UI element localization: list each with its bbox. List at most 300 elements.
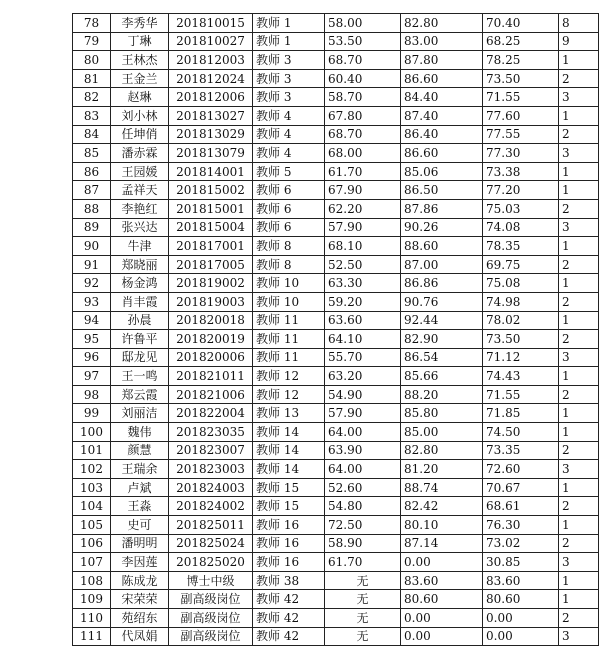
rank-cell: 2 <box>559 330 599 349</box>
post-name-cell: 教师 11 <box>253 311 325 330</box>
post-name-cell: 教师 4 <box>253 144 325 163</box>
candidate-name-cell: 刘丽洁 <box>111 404 169 423</box>
row-number-cell: 110 <box>73 609 111 628</box>
candidate-id-cell: 201810015 <box>169 14 253 33</box>
table-row <box>73 69 599 88</box>
total-score-cell: 73.02 <box>483 534 559 553</box>
candidate-name-cell: 孟祥天 <box>111 181 169 200</box>
post-name-cell: 教师 8 <box>253 255 325 274</box>
table-row <box>73 88 599 107</box>
candidate-id-cell: 副高级岗位 <box>169 609 253 628</box>
table-row <box>73 609 599 628</box>
rank-cell: 1 <box>559 274 599 293</box>
post-name-cell: 教师 5 <box>253 162 325 181</box>
table-row <box>73 106 599 125</box>
candidate-name-cell: 牛津 <box>111 237 169 256</box>
candidate-name-cell: 卢斌 <box>111 478 169 497</box>
row-number-cell: 106 <box>73 534 111 553</box>
table-row <box>73 553 599 572</box>
candidate-name-cell: 颜慧 <box>111 441 169 460</box>
written-score-cell: 63.90 <box>325 441 401 460</box>
rank-cell: 2 <box>559 125 599 144</box>
table-row <box>73 199 599 218</box>
total-score-cell: 71.55 <box>483 88 559 107</box>
interview-score-cell: 81.20 <box>401 460 483 479</box>
written-score-cell: 67.80 <box>325 106 401 125</box>
row-number-cell: 105 <box>73 516 111 535</box>
interview-score-cell: 86.86 <box>401 274 483 293</box>
total-score-cell: 76.30 <box>483 516 559 535</box>
row-number-cell: 99 <box>73 404 111 423</box>
candidate-name-cell: 刘小林 <box>111 106 169 125</box>
row-number-cell: 80 <box>73 51 111 70</box>
score-table <box>72 13 599 646</box>
total-score-cell: 71.12 <box>483 348 559 367</box>
written-score-cell: 63.20 <box>325 367 401 386</box>
table-row <box>73 255 599 274</box>
candidate-name-cell: 郑云霞 <box>111 385 169 404</box>
interview-score-cell: 86.54 <box>401 348 483 367</box>
candidate-name-cell: 史可 <box>111 516 169 535</box>
candidate-id-cell: 201822004 <box>169 404 253 423</box>
interview-score-cell: 85.06 <box>401 162 483 181</box>
post-name-cell: 教师 10 <box>253 292 325 311</box>
candidate-id-cell: 201813027 <box>169 106 253 125</box>
interview-score-cell: 92.44 <box>401 311 483 330</box>
post-name-cell: 教师 8 <box>253 237 325 256</box>
post-name-cell: 教师 4 <box>253 125 325 144</box>
candidate-id-cell: 副高级岗位 <box>169 590 253 609</box>
written-score-cell: 68.70 <box>325 125 401 144</box>
table-row <box>73 162 599 181</box>
candidate-id-cell: 201812024 <box>169 69 253 88</box>
interview-score-cell: 87.40 <box>401 106 483 125</box>
candidate-name-cell: 苑绍东 <box>111 609 169 628</box>
written-score-cell: 54.90 <box>325 385 401 404</box>
written-score-cell: 无 <box>325 590 401 609</box>
candidate-name-cell: 王金兰 <box>111 69 169 88</box>
rank-cell: 1 <box>559 571 599 590</box>
candidate-name-cell: 王瑞余 <box>111 460 169 479</box>
post-name-cell: 教师 15 <box>253 497 325 516</box>
post-name-cell: 教师 12 <box>253 367 325 386</box>
total-score-cell: 75.08 <box>483 274 559 293</box>
candidate-id-cell: 201820018 <box>169 311 253 330</box>
candidate-id-cell: 201819002 <box>169 274 253 293</box>
post-name-cell: 教师 42 <box>253 590 325 609</box>
total-score-cell: 70.40 <box>483 14 559 33</box>
interview-score-cell: 83.00 <box>401 32 483 51</box>
rank-cell: 2 <box>559 609 599 628</box>
table-row <box>73 51 599 70</box>
candidate-id-cell: 201825011 <box>169 516 253 535</box>
candidate-name-cell: 代凤娟 <box>111 627 169 646</box>
rank-cell: 2 <box>559 497 599 516</box>
written-score-cell: 58.00 <box>325 14 401 33</box>
candidate-name-cell: 陈成龙 <box>111 571 169 590</box>
written-score-cell: 53.50 <box>325 32 401 51</box>
written-score-cell: 67.90 <box>325 181 401 200</box>
total-score-cell: 78.02 <box>483 311 559 330</box>
candidate-id-cell: 201824002 <box>169 497 253 516</box>
written-score-cell: 52.50 <box>325 255 401 274</box>
candidate-name-cell: 任坤俏 <box>111 125 169 144</box>
interview-score-cell: 0.00 <box>401 627 483 646</box>
rank-cell: 3 <box>559 460 599 479</box>
interview-score-cell: 87.14 <box>401 534 483 553</box>
total-score-cell: 77.20 <box>483 181 559 200</box>
total-score-cell: 78.25 <box>483 51 559 70</box>
candidate-name-cell: 王林杰 <box>111 51 169 70</box>
candidate-name-cell: 张兴达 <box>111 218 169 237</box>
rank-cell: 2 <box>559 255 599 274</box>
rank-cell: 1 <box>559 516 599 535</box>
post-name-cell: 教师 3 <box>253 88 325 107</box>
post-name-cell: 教师 14 <box>253 441 325 460</box>
interview-score-cell: 88.74 <box>401 478 483 497</box>
interview-score-cell: 88.20 <box>401 385 483 404</box>
written-score-cell: 68.70 <box>325 51 401 70</box>
row-number-cell: 108 <box>73 571 111 590</box>
total-score-cell: 73.50 <box>483 69 559 88</box>
written-score-cell: 54.80 <box>325 497 401 516</box>
candidate-id-cell: 201815004 <box>169 218 253 237</box>
written-score-cell: 64.00 <box>325 460 401 479</box>
total-score-cell: 73.50 <box>483 330 559 349</box>
candidate-name-cell: 李秀华 <box>111 14 169 33</box>
candidate-name-cell: 魏伟 <box>111 423 169 442</box>
row-number-cell: 88 <box>73 199 111 218</box>
row-number-cell: 86 <box>73 162 111 181</box>
post-name-cell: 教师 42 <box>253 627 325 646</box>
interview-score-cell: 0.00 <box>401 609 483 628</box>
post-name-cell: 教师 13 <box>253 404 325 423</box>
table-body <box>73 14 599 646</box>
total-score-cell: 70.67 <box>483 478 559 497</box>
interview-score-cell: 0.00 <box>401 553 483 572</box>
post-name-cell: 教师 16 <box>253 534 325 553</box>
row-number-cell: 89 <box>73 218 111 237</box>
candidate-name-cell: 李艳红 <box>111 199 169 218</box>
row-number-cell: 83 <box>73 106 111 125</box>
written-score-cell: 64.00 <box>325 423 401 442</box>
table-row <box>73 478 599 497</box>
row-number-cell: 92 <box>73 274 111 293</box>
total-score-cell: 74.98 <box>483 292 559 311</box>
rank-cell: 2 <box>559 199 599 218</box>
interview-score-cell: 87.86 <box>401 199 483 218</box>
post-name-cell: 教师 4 <box>253 106 325 125</box>
total-score-cell: 77.30 <box>483 144 559 163</box>
row-number-cell: 101 <box>73 441 111 460</box>
candidate-id-cell: 201813079 <box>169 144 253 163</box>
post-name-cell: 教师 16 <box>253 516 325 535</box>
table-row <box>73 404 599 423</box>
total-score-cell: 69.75 <box>483 255 559 274</box>
rank-cell: 3 <box>559 553 599 572</box>
written-score-cell: 59.20 <box>325 292 401 311</box>
table-row <box>73 385 599 404</box>
written-score-cell: 无 <box>325 627 401 646</box>
candidate-name-cell: 潘赤霖 <box>111 144 169 163</box>
row-number-cell: 93 <box>73 292 111 311</box>
table-row <box>73 237 599 256</box>
written-score-cell: 60.40 <box>325 69 401 88</box>
candidate-id-cell: 201817005 <box>169 255 253 274</box>
table-row <box>73 144 599 163</box>
interview-score-cell: 83.60 <box>401 571 483 590</box>
table-row <box>73 330 599 349</box>
written-score-cell: 57.90 <box>325 404 401 423</box>
row-number-cell: 90 <box>73 237 111 256</box>
total-score-cell: 0.00 <box>483 609 559 628</box>
total-score-cell: 71.85 <box>483 404 559 423</box>
table-row <box>73 534 599 553</box>
interview-score-cell: 90.26 <box>401 218 483 237</box>
total-score-cell: 68.61 <box>483 497 559 516</box>
row-number-cell: 91 <box>73 255 111 274</box>
total-score-cell: 77.55 <box>483 125 559 144</box>
written-score-cell: 62.20 <box>325 199 401 218</box>
rank-cell: 1 <box>559 311 599 330</box>
total-score-cell: 71.55 <box>483 385 559 404</box>
row-number-cell: 102 <box>73 460 111 479</box>
written-score-cell: 64.10 <box>325 330 401 349</box>
total-score-cell: 72.60 <box>483 460 559 479</box>
row-number-cell: 98 <box>73 385 111 404</box>
post-name-cell: 教师 42 <box>253 609 325 628</box>
candidate-id-cell: 201813029 <box>169 125 253 144</box>
post-name-cell: 教师 15 <box>253 478 325 497</box>
table-row <box>73 571 599 590</box>
table-row <box>73 460 599 479</box>
total-score-cell: 74.43 <box>483 367 559 386</box>
candidate-name-cell: 丁琳 <box>111 32 169 51</box>
rank-cell: 1 <box>559 404 599 423</box>
written-score-cell: 57.90 <box>325 218 401 237</box>
candidate-name-cell: 肖丰霞 <box>111 292 169 311</box>
rank-cell: 3 <box>559 144 599 163</box>
total-score-cell: 30.85 <box>483 553 559 572</box>
row-number-cell: 79 <box>73 32 111 51</box>
table-row <box>73 423 599 442</box>
candidate-id-cell: 201824003 <box>169 478 253 497</box>
rank-cell: 1 <box>559 162 599 181</box>
total-score-cell: 73.35 <box>483 441 559 460</box>
post-name-cell: 教师 10 <box>253 274 325 293</box>
rank-cell: 3 <box>559 218 599 237</box>
post-name-cell: 教师 14 <box>253 460 325 479</box>
post-name-cell: 教师 12 <box>253 385 325 404</box>
candidate-name-cell: 宋荣荣 <box>111 590 169 609</box>
interview-score-cell: 87.80 <box>401 51 483 70</box>
rank-cell: 1 <box>559 590 599 609</box>
interview-score-cell: 82.80 <box>401 441 483 460</box>
table-row <box>73 181 599 200</box>
interview-score-cell: 87.00 <box>401 255 483 274</box>
interview-score-cell: 84.40 <box>401 88 483 107</box>
candidate-name-cell: 王淼 <box>111 497 169 516</box>
written-score-cell: 63.60 <box>325 311 401 330</box>
interview-score-cell: 86.40 <box>401 125 483 144</box>
row-number-cell: 111 <box>73 627 111 646</box>
interview-score-cell: 88.60 <box>401 237 483 256</box>
total-score-cell: 74.08 <box>483 218 559 237</box>
written-score-cell: 无 <box>325 609 401 628</box>
table-row <box>73 627 599 646</box>
written-score-cell: 无 <box>325 571 401 590</box>
table-row <box>73 497 599 516</box>
table-row <box>73 32 599 51</box>
row-number-cell: 97 <box>73 367 111 386</box>
post-name-cell: 教师 6 <box>253 218 325 237</box>
interview-score-cell: 85.66 <box>401 367 483 386</box>
total-score-cell: 77.60 <box>483 106 559 125</box>
rank-cell: 2 <box>559 69 599 88</box>
post-name-cell: 教师 14 <box>253 423 325 442</box>
table-row <box>73 348 599 367</box>
interview-score-cell: 86.50 <box>401 181 483 200</box>
post-name-cell: 教师 3 <box>253 69 325 88</box>
table-row <box>73 441 599 460</box>
candidate-id-cell: 201817001 <box>169 237 253 256</box>
interview-score-cell: 85.00 <box>401 423 483 442</box>
post-name-cell: 教师 6 <box>253 199 325 218</box>
total-score-cell: 80.60 <box>483 590 559 609</box>
candidate-id-cell: 201821006 <box>169 385 253 404</box>
candidate-id-cell: 201812006 <box>169 88 253 107</box>
rank-cell: 2 <box>559 385 599 404</box>
interview-score-cell: 82.80 <box>401 14 483 33</box>
candidate-name-cell: 邸龙见 <box>111 348 169 367</box>
total-score-cell: 83.60 <box>483 571 559 590</box>
candidate-id-cell: 201820019 <box>169 330 253 349</box>
total-score-cell: 0.00 <box>483 627 559 646</box>
written-score-cell: 61.70 <box>325 553 401 572</box>
candidate-name-cell: 郑晓丽 <box>111 255 169 274</box>
table-row <box>73 516 599 535</box>
candidate-name-cell: 王园媛 <box>111 162 169 181</box>
candidate-id-cell: 201823003 <box>169 460 253 479</box>
candidate-id-cell: 201820006 <box>169 348 253 367</box>
row-number-cell: 87 <box>73 181 111 200</box>
total-score-cell: 78.35 <box>483 237 559 256</box>
row-number-cell: 103 <box>73 478 111 497</box>
candidate-id-cell: 201815001 <box>169 199 253 218</box>
written-score-cell: 58.90 <box>325 534 401 553</box>
post-name-cell: 教师 6 <box>253 181 325 200</box>
post-name-cell: 教师 3 <box>253 51 325 70</box>
total-score-cell: 74.50 <box>483 423 559 442</box>
rank-cell: 9 <box>559 32 599 51</box>
row-number-cell: 100 <box>73 423 111 442</box>
rank-cell: 3 <box>559 88 599 107</box>
candidate-id-cell: 201823035 <box>169 423 253 442</box>
table-row <box>73 367 599 386</box>
candidate-id-cell: 201815002 <box>169 181 253 200</box>
candidate-name-cell: 潘明明 <box>111 534 169 553</box>
rank-cell: 3 <box>559 627 599 646</box>
rank-cell: 8 <box>559 14 599 33</box>
written-score-cell: 58.70 <box>325 88 401 107</box>
candidate-id-cell: 201810027 <box>169 32 253 51</box>
row-number-cell: 82 <box>73 88 111 107</box>
candidate-name-cell: 孙晨 <box>111 311 169 330</box>
row-number-cell: 104 <box>73 497 111 516</box>
candidate-id-cell: 201821011 <box>169 367 253 386</box>
candidate-id-cell: 201814001 <box>169 162 253 181</box>
candidate-name-cell: 杨金鸿 <box>111 274 169 293</box>
candidate-id-cell: 201812003 <box>169 51 253 70</box>
post-name-cell: 教师 11 <box>253 330 325 349</box>
row-number-cell: 81 <box>73 69 111 88</box>
interview-score-cell: 82.42 <box>401 497 483 516</box>
table-row <box>73 590 599 609</box>
written-score-cell: 72.50 <box>325 516 401 535</box>
rank-cell: 1 <box>559 51 599 70</box>
row-number-cell: 96 <box>73 348 111 367</box>
interview-score-cell: 86.60 <box>401 69 483 88</box>
rank-cell: 1 <box>559 367 599 386</box>
written-score-cell: 68.10 <box>325 237 401 256</box>
candidate-name-cell: 许鲁平 <box>111 330 169 349</box>
total-score-cell: 68.25 <box>483 32 559 51</box>
interview-score-cell: 85.80 <box>401 404 483 423</box>
post-name-cell: 教师 38 <box>253 571 325 590</box>
rank-cell: 2 <box>559 534 599 553</box>
table-row <box>73 274 599 293</box>
rank-cell: 1 <box>559 181 599 200</box>
row-number-cell: 78 <box>73 14 111 33</box>
candidate-name-cell: 赵琳 <box>111 88 169 107</box>
written-score-cell: 52.60 <box>325 478 401 497</box>
written-score-cell: 63.30 <box>325 274 401 293</box>
rank-cell: 1 <box>559 478 599 497</box>
row-number-cell: 109 <box>73 590 111 609</box>
interview-score-cell: 86.60 <box>401 144 483 163</box>
post-name-cell: 教师 11 <box>253 348 325 367</box>
table-row <box>73 218 599 237</box>
written-score-cell: 68.00 <box>325 144 401 163</box>
candidate-id-cell: 201825020 <box>169 553 253 572</box>
interview-score-cell: 82.90 <box>401 330 483 349</box>
total-score-cell: 73.38 <box>483 162 559 181</box>
written-score-cell: 55.70 <box>325 348 401 367</box>
interview-score-cell: 90.76 <box>401 292 483 311</box>
row-number-cell: 107 <box>73 553 111 572</box>
post-name-cell: 教师 1 <box>253 14 325 33</box>
candidate-id-cell: 201825024 <box>169 534 253 553</box>
row-number-cell: 84 <box>73 125 111 144</box>
interview-score-cell: 80.60 <box>401 590 483 609</box>
written-score-cell: 61.70 <box>325 162 401 181</box>
candidate-id-cell: 博士中级 <box>169 571 253 590</box>
table-row <box>73 14 599 33</box>
rank-cell: 1 <box>559 106 599 125</box>
table-row <box>73 125 599 144</box>
candidate-name-cell: 李因莲 <box>111 553 169 572</box>
row-number-cell: 94 <box>73 311 111 330</box>
post-name-cell: 教师 1 <box>253 32 325 51</box>
candidate-id-cell: 201823007 <box>169 441 253 460</box>
candidate-name-cell: 王一鸣 <box>111 367 169 386</box>
rank-cell: 2 <box>559 441 599 460</box>
rank-cell: 1 <box>559 237 599 256</box>
rank-cell: 3 <box>559 348 599 367</box>
table-row <box>73 292 599 311</box>
rank-cell: 1 <box>559 423 599 442</box>
candidate-id-cell: 副高级岗位 <box>169 627 253 646</box>
